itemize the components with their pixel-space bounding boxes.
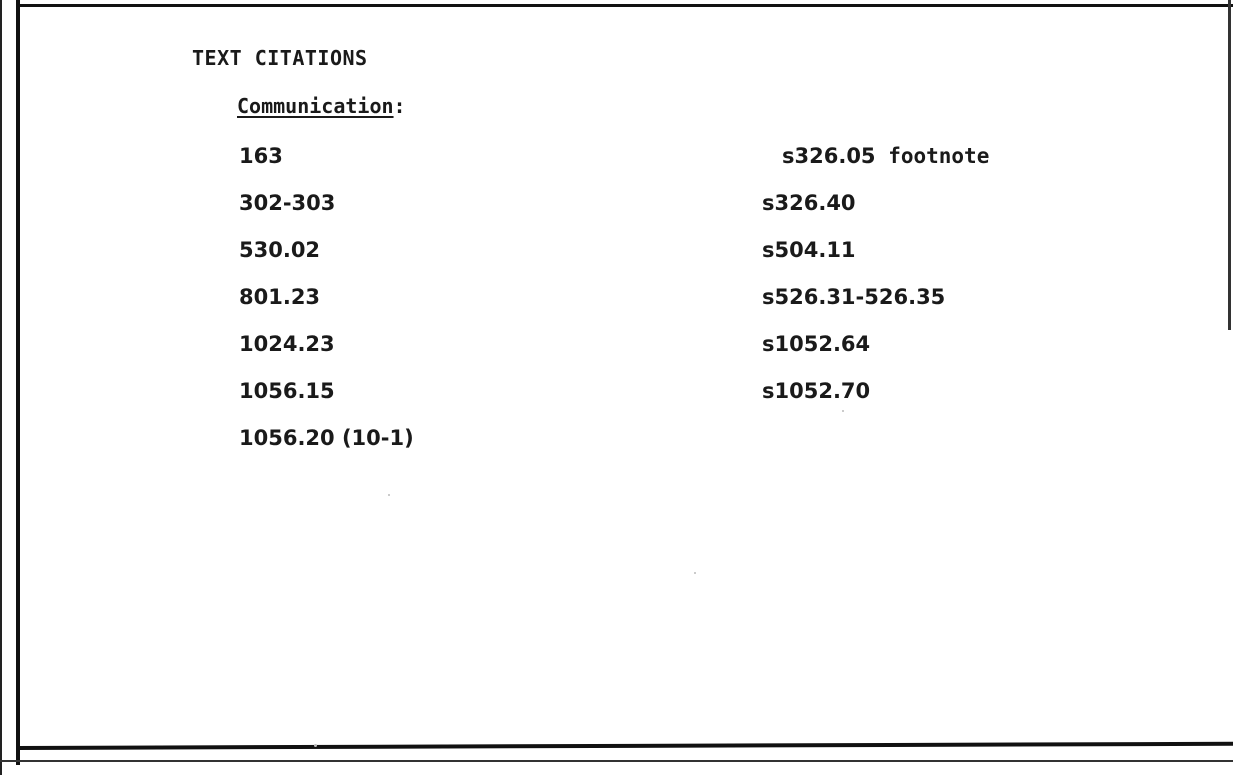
section-citation-item	[762, 142, 989, 189]
section-heading-label: Communication	[237, 94, 394, 118]
section-heading	[237, 94, 406, 118]
card-border-top	[18, 4, 1233, 7]
card-border-bottom	[18, 742, 1233, 750]
section-citation-item	[762, 283, 989, 330]
citation-item: 302-303	[239, 191, 336, 215]
section-citation-item	[762, 330, 989, 377]
citation-item: 1024.23	[239, 332, 335, 356]
text-citation-list	[239, 142, 414, 471]
section-citation-list	[762, 142, 989, 424]
paper-speck	[694, 572, 696, 574]
section-citation-item	[762, 189, 989, 236]
section-citation-item	[762, 236, 989, 283]
paper-speck	[314, 744, 317, 747]
citation-item: 163	[239, 144, 283, 168]
paper-speck	[388, 494, 390, 496]
paper-speck	[842, 410, 844, 412]
section-ref: s526.31-526.35	[762, 285, 946, 309]
card-edge-left	[0, 0, 2, 775]
section-ref: s326.05	[782, 144, 876, 168]
section-note: footnote	[875, 144, 990, 168]
citation-item: 1056.15	[239, 379, 335, 403]
section-ref: s1052.64	[762, 332, 871, 356]
citation-item: 1056.20 (10-1)	[239, 426, 414, 450]
card-border-left	[16, 0, 20, 765]
citation-item: 530.02	[239, 238, 321, 262]
page-title: TEXT CITATIONS	[192, 46, 368, 70]
section-ref: s504.11	[762, 238, 856, 262]
section-ref: s326.40	[762, 191, 856, 215]
card-border-right	[1228, 0, 1231, 330]
section-citation-item	[762, 377, 989, 424]
section-heading-colon: :	[393, 94, 406, 118]
section-ref: s1052.70	[762, 379, 871, 403]
card-edge-bottom	[0, 760, 1233, 762]
citation-item: 801.23	[239, 285, 321, 309]
